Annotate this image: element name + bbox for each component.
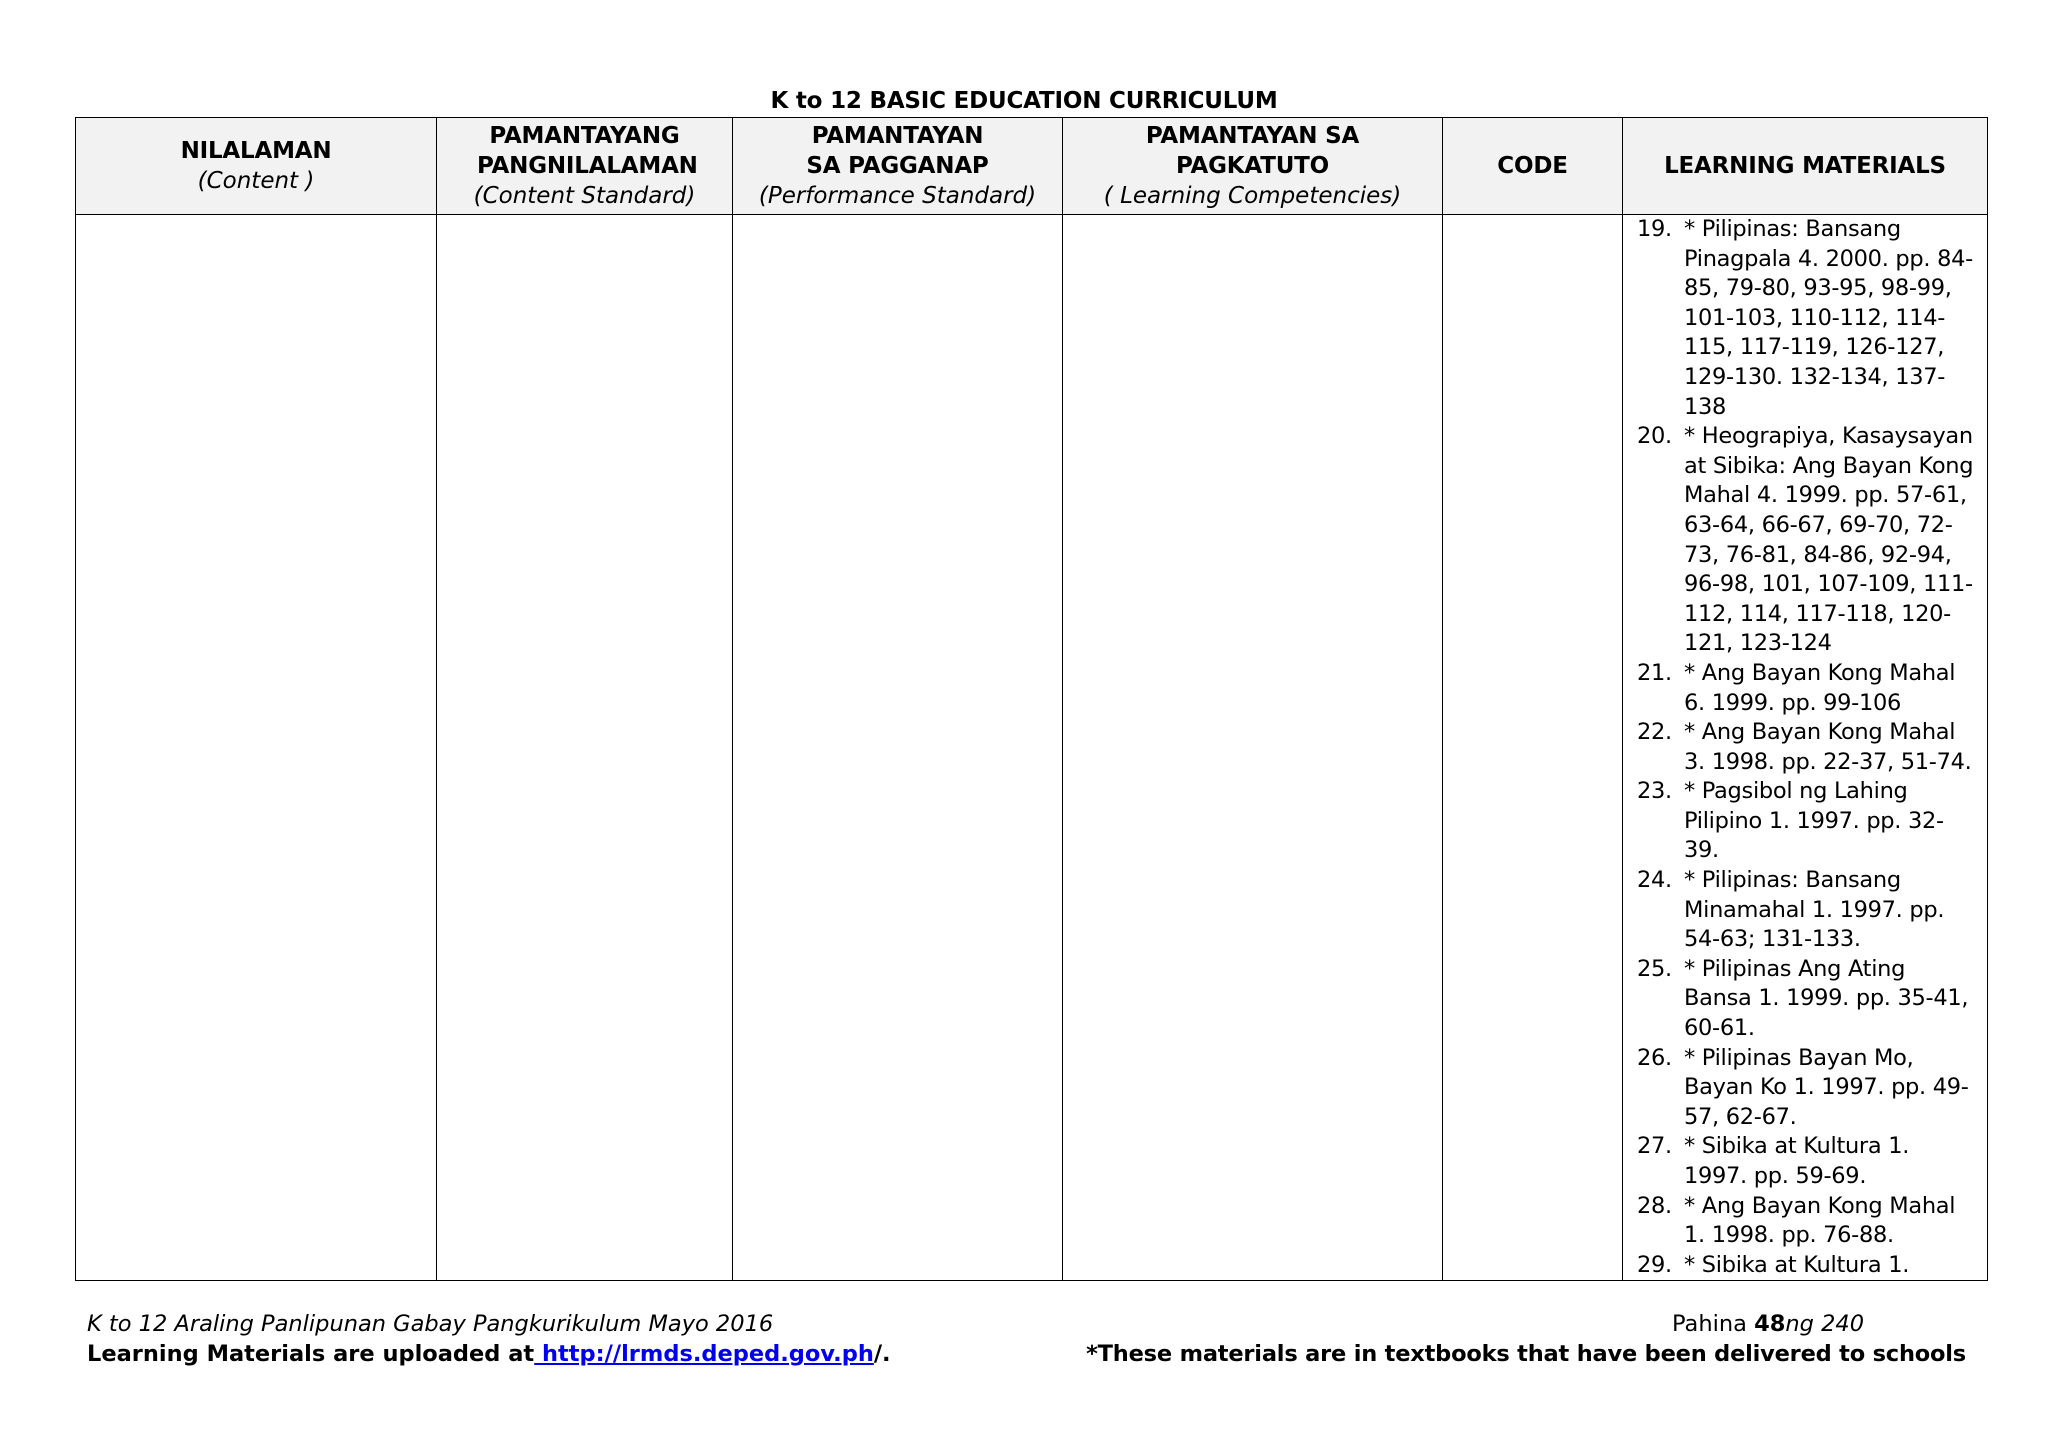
item-text: * Pilipinas Ang Ating Bansa 1. 1999. pp. 35-41, 60-61. [1684,955,1969,1042]
table-row [76,215,1988,1281]
lrmds-link[interactable]: http://lrmds.deped.gov.ph [534,1341,874,1367]
item-text: * Pilipinas: Bansang Pinagpala 4. 2000. pp. 84-85, 79-80, 93-95, 98-99, 101-103, 110-112, 114-115, 117-119, 126-127, 129-130. 132-134, 137-138 [1684,216,1973,420]
list-item [1637,1192,1977,1251]
header-sublabel: (Content ) [197,168,315,194]
header-sublabel: ( Learning Competencies) [1103,183,1402,209]
item-number: 23. [1637,778,1672,805]
list-item [1637,215,1977,422]
page-total: ng 240 [1785,1311,1865,1337]
list-item [1637,1251,1977,1281]
document-title: K to 12 BASIC EDUCATION CURRICULUM [770,88,1278,114]
item-text: * Pagsibol ng Lahing Pilipino 1. 1997. pp. 32-39. [1684,778,1944,864]
textbook-note: *These materials are in textbooks that have been delivered to schools [1086,1341,1966,1367]
item-text: * Heograpiya, Kasaysayan at Sibika: Ang Bayan Kong Mahal 4. 1999. pp. 57-61, 63-64, 66-67, 69-70, 72-73, 76-81, 84-86, 92-94, 96-98, 101, 107-109, 111-112, 114, 117-118, 120-121, 123-124 [1684,423,1974,657]
item-text: * Pilipinas Bayan Mo, Bayan Ko 1. 1997. pp. 49-57, 62-67. [1684,1044,1969,1130]
header-label: LEARNING MATERIALS [1664,153,1946,179]
list-item [1637,718,1977,777]
cell-learning-competencies [1063,215,1443,1281]
list-item [1637,1132,1977,1191]
item-text: * Ang Bayan Kong Mahal 3. 1998. pp. 22-37, 51-74. [1684,719,1972,775]
header-label: PAMANTAYAN SA PAGKATUTO [1145,123,1360,179]
item-number: 21. [1637,659,1672,686]
header-learning-competencies [1063,118,1443,215]
cell-content-standard [437,215,733,1281]
upload-note [87,1339,891,1369]
item-number: 25. [1637,955,1672,982]
list-item [1637,1044,1977,1133]
header-performance-standard [733,118,1063,215]
list-item [1637,777,1977,866]
list-item [1637,866,1977,955]
header-label: NILALAMAN [180,138,332,164]
item-number: 29. [1637,1251,1672,1278]
table-header-row [76,118,1988,215]
item-number: 19. [1637,216,1672,242]
header-code [1443,118,1623,215]
page-number: 48 [1754,1311,1786,1337]
upload-text: Learning Materials are uploaded at [87,1341,535,1367]
guide-title: K to 12 Araling Panlipunan Gabay Pangkurikulum Mayo 2016 [87,1311,774,1337]
footer-left [87,1309,891,1369]
list-item [1637,955,1977,1044]
header-content-standard [437,118,733,215]
item-text: * Sibika at Kultura 1. 1997. pp. 59-69. [1684,1133,1910,1189]
item-text: * Pilipinas: Bansang Minamahal 1. 1997. pp. 54-63; 131-133. [1684,867,1945,953]
item-text: * Ang Bayan Kong Mahal 1. 1998. pp. 76-88. [1684,1192,1956,1249]
header-sublabel: (Content Standard) [473,183,696,209]
item-number: 26. [1637,1044,1672,1071]
item-number: 20. [1637,423,1672,450]
link-suffix: /. [873,1341,891,1367]
header-label: PAMANTAYAN SA PAGGANAP [806,123,989,179]
header-learning-materials [1623,118,1988,215]
header-nilalaman [76,118,437,215]
curriculum-table [75,117,1988,1281]
item-text: * Ang Bayan Kong Mahal 6. 1999. pp. 99-106 [1684,659,1956,716]
item-number: 22. [1637,719,1672,746]
header-label: PAMANTAYANG PANGNILALAMAN [477,123,698,179]
cell-nilalaman [76,215,437,1281]
item-number: 28. [1637,1192,1672,1219]
list-item [1637,659,1977,718]
page-label: Pahina [1672,1311,1755,1337]
item-text: * Sibika at Kultura 1. [1684,1251,1910,1278]
list-item [1637,422,1977,659]
cell-performance-standard [733,215,1063,1281]
cell-code [1443,215,1623,1281]
item-number: 27. [1637,1133,1672,1160]
learning-materials-list [1623,215,1987,1280]
cell-learning-materials [1623,215,1988,1281]
item-number: 24. [1637,867,1672,894]
header-sublabel: (Performance Standard) [758,183,1037,209]
page-indicator [1672,1309,1864,1339]
header-label: CODE [1497,153,1568,179]
